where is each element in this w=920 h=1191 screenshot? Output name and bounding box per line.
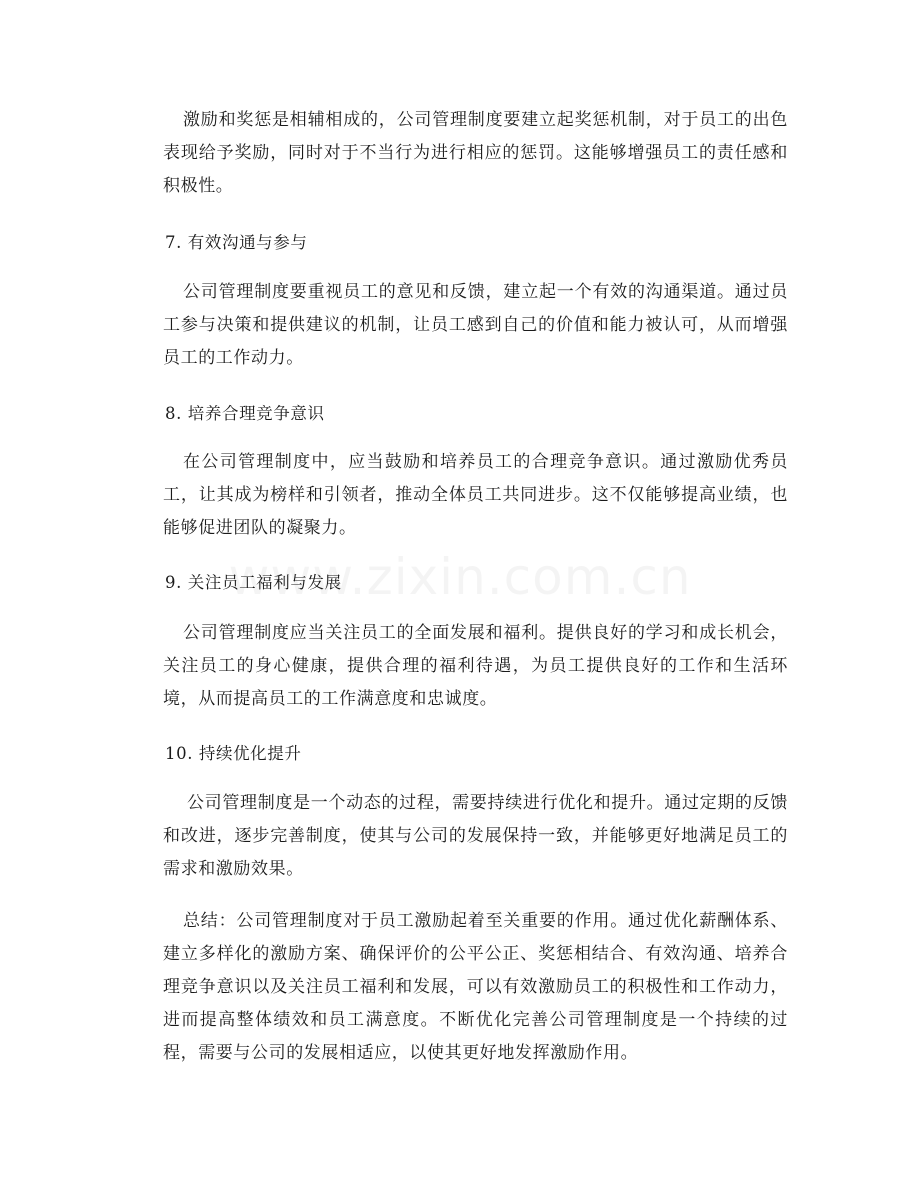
heading-continuous-improvement: 10. 持续优化提升 [165, 744, 302, 763]
heading-healthy-competition: 8. 培养合理竞争意识 [165, 404, 325, 423]
heading-effective-communication: 7. 有效沟通与参与 [165, 233, 308, 252]
paragraph-summary: 总结：公司管理制度对于员工激励起着至关重要的作用。通过优化薪酬体系、建立多样化的激励方案、确保评价的公平公正、奖惩相结合、有效沟通、培养合理竞争意识以及关注员工福利和发展，可以有效激励员工的积极性和工作动力，进而提高整体绩效和员工满意度。不断优化完善公司管理制度是一个持续的过程，需要与公司的发展相适应，以使其更好地发挥激励作用。 [163, 911, 788, 1063]
paragraph-employee-welfare: 公司管理制度应当关注员工的全面发展和福利。提供良好的学习和成长机会，关注员工的身心健康，提供合理的福利待遇，为员工提供良好的工作和生活环境，从而提高员工的工作满意度和忠诚度。 [163, 623, 788, 709]
heading-employee-welfare: 9. 关注员工福利与发展 [165, 573, 342, 592]
paragraph-effective-communication: 公司管理制度要重视员工的意见和反馈，建立起一个有效的沟通渠道。通过员工参与决策和提供建议的机制，让员工感到自己的价值和能力被认可，从而增强员工的工作动力。 [163, 282, 788, 368]
paragraph-reward-punishment: 激励和奖惩是相辅相成的，公司管理制度要建立起奖惩机制，对于员工的出色表现给予奖励，同时对于不当行为进行相应的惩罚。这能够增强员工的责任感和积极性。 [163, 110, 788, 196]
paragraph-healthy-competition: 在公司管理制度中，应当鼓励和培养员工的合理竞争意识。通过激励优秀员工，让其成为榜样和引领者，推动全体员工共同进步。这不仅能够提高业绩，也能够促进团队的凝聚力。 [163, 452, 788, 538]
paragraph-continuous-improvement: 公司管理制度是一个动态的过程，需要持续进行优化和提升。通过定期的反馈和改进，逐步完善制度，使其与公司的发展保持一致，并能够更好地满足员工的需求和激励效果。 [163, 793, 788, 879]
